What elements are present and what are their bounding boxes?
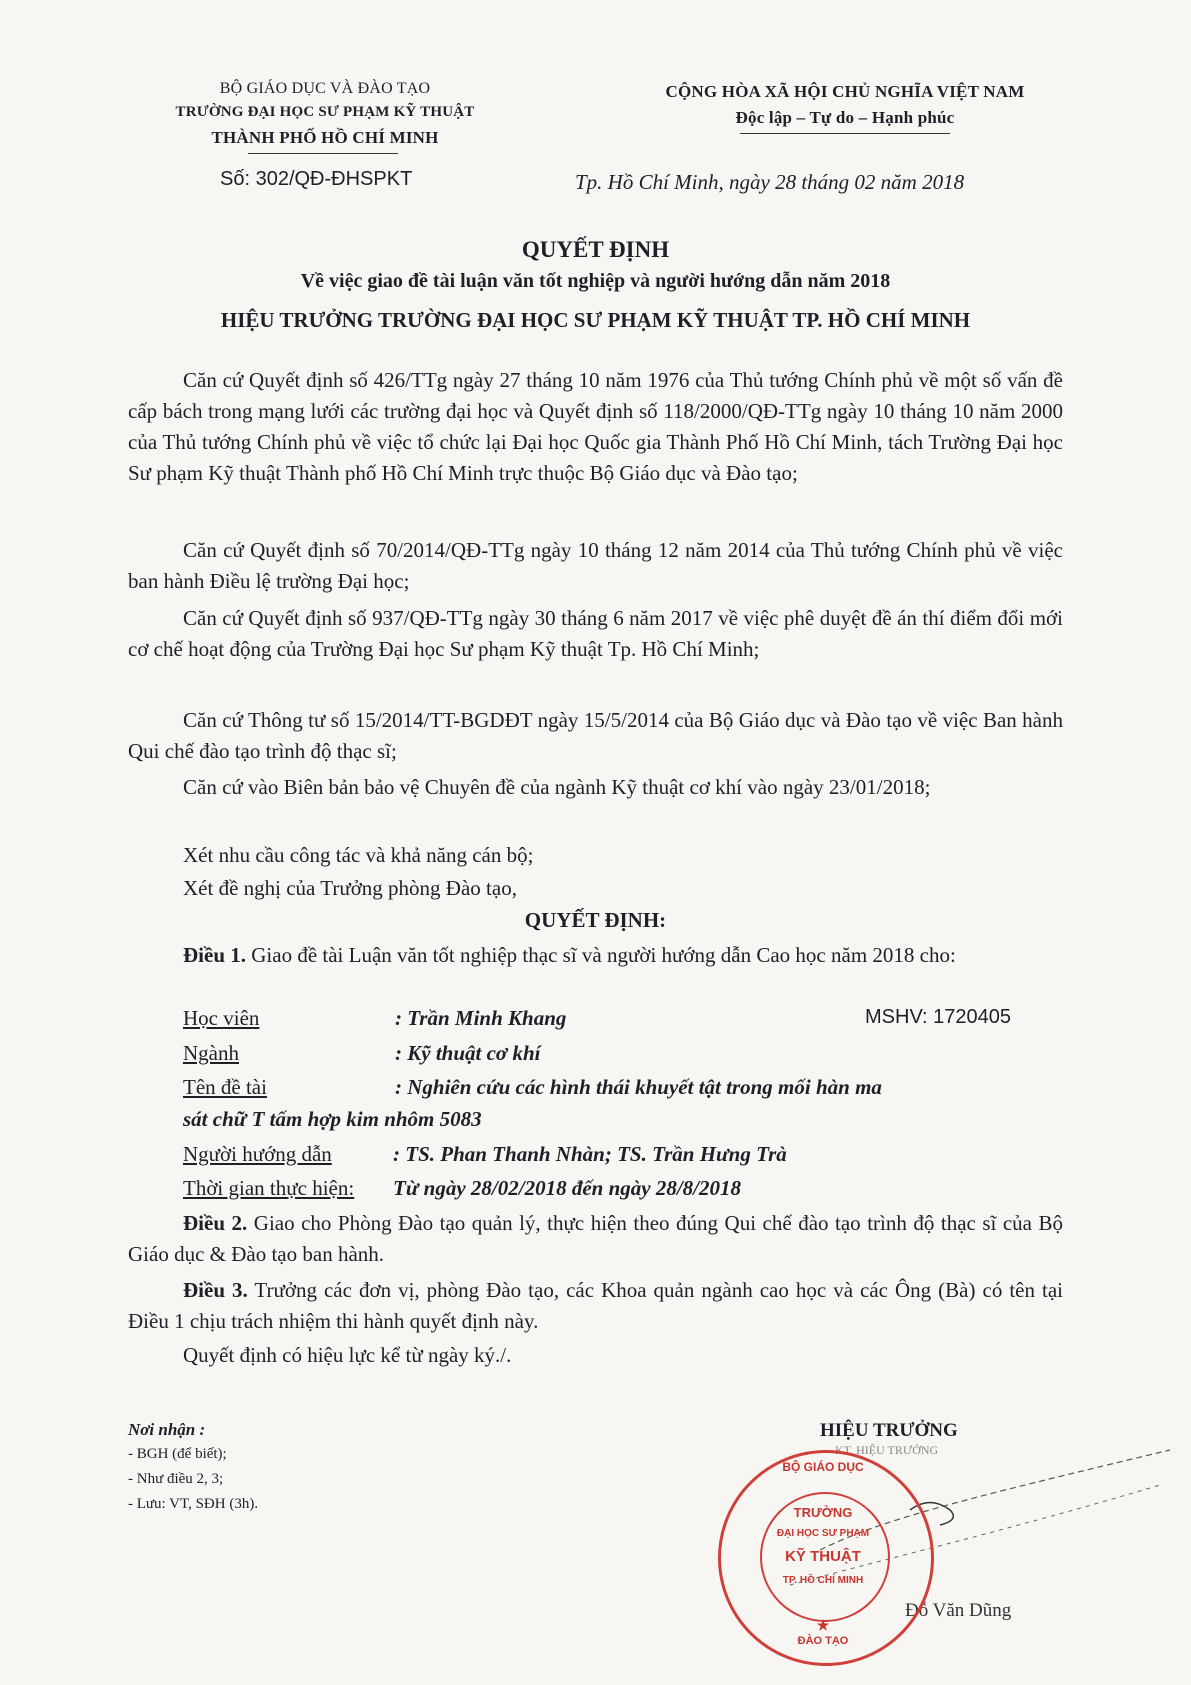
stamp-ring-bottom: ĐÀO TẠO <box>797 1635 849 1647</box>
period-value: Từ ngày 28/02/2018 đến ngày 28/8/2018 <box>393 1176 741 1200</box>
recipient-item: - Lưu: VT, SĐH (3h). <box>128 1496 259 1512</box>
header-right-underline <box>740 133 950 134</box>
stamp-ring-top: BỘ GIÁO DỤC <box>782 1460 864 1474</box>
signature-role: HIỆU TRƯỞNG <box>820 1420 958 1441</box>
article-2-text: Giao cho Phòng Đào tạo quản lý, thực hiện theo đúng Qui chế đào tạo trình độ thạc sĩ của Bộ Giáo dục & Đào tạo ban hành. <box>128 1211 1064 1266</box>
decision-subject: Về việc giao đề tài luận văn tốt nghiệp và người hướng dẫn năm 2018 <box>300 270 891 292</box>
issuing-authority: HIỆU TRƯỞNG TRƯỜNG ĐẠI HỌC SƯ PHẠM KỸ THUẬT TP. HỒ CHÍ MINH <box>220 308 971 332</box>
ministry-name: BỘ GIÁO DỤC VÀ ĐÀO TẠO <box>219 80 431 97</box>
republic-name: CỘNG HÒA XÃ HỘI CHỦ NGHĨA VIỆT NAM <box>665 82 1025 101</box>
header-left-underline <box>248 153 398 154</box>
advisor-value: : TS. Phan Thanh Nhàn; TS. Trần Hưng Trà <box>393 1142 787 1166</box>
article-2 <box>128 1208 1063 1270</box>
national-motto: Độc lập – Tự do – Hạnh phúc <box>735 108 955 127</box>
preamble-paragraph-7: Xét đề nghị của Trưởng phòng Đào tạo, <box>183 876 517 900</box>
recipient-item: - Như điều 2, 3; <box>128 1471 224 1487</box>
signature-deputy-label: KT. HIỆU TRƯỞNG <box>835 1443 939 1457</box>
preamble-paragraph-4: Căn cứ Thông tư số 15/2014/TT-BGDĐT ngày 15/5/2014 của Bộ Giáo dục và Đào tạo về việc Ban hành Qui chế đào tạo trình độ thạc sĩ; <box>128 708 1063 763</box>
stamp-line3: KỸ THUẬT <box>785 1548 861 1565</box>
place-and-date: Tp. Hồ Chí Minh, ngày 28 tháng 02 năm 2018 <box>575 170 965 194</box>
recipient-item: - BGH (để biết); <box>128 1446 227 1462</box>
article-3-label: Điều 3. <box>183 1278 248 1302</box>
decides-heading: QUYẾT ĐỊNH: <box>524 908 667 932</box>
article-3 <box>128 1275 1063 1337</box>
stamp-line1: TRƯỜNG <box>793 1505 853 1520</box>
topic-label: Tên đề tài <box>183 1075 267 1099</box>
topic-value-line2: sát chữ T tấm hợp kim nhôm 5083 <box>183 1107 482 1131</box>
signer-name: Đỗ Văn Dũng <box>905 1600 1012 1621</box>
decision-title: QUYẾT ĐỊNH <box>521 237 670 262</box>
advisor-label: Người hướng dẫn <box>183 1142 332 1166</box>
student-label: Học viên <box>183 1006 260 1030</box>
article-1-label: Điều 1. <box>183 943 246 967</box>
document-number: Số: 302/QĐ-ĐHSPKT <box>220 168 413 190</box>
preamble-paragraph-2: Căn cứ Quyết định số 70/2014/QĐ-TTg ngày 10 tháng 12 năm 2014 của Thủ tướng Chính phủ về việc ban hành Điều lệ trường Đại học; <box>128 538 1063 593</box>
preamble-paragraph-5: Căn cứ vào Biên bản bảo vệ Chuyên đề của ngành Kỹ thuật cơ khí vào ngày 23/01/2018; <box>183 775 931 799</box>
student-name: : Trần Minh Khang <box>395 1006 567 1030</box>
article-3-text: Trưởng các đơn vị, phòng Đào tạo, các Khoa quản ngành cao học và các Ông (Bà) có tên tại Điều 1 chịu trách nhiệm thi hành quyết định này. <box>128 1278 1063 1333</box>
stamp-star-icon: ★ <box>816 1617 830 1633</box>
major-label: Ngành <box>183 1041 239 1065</box>
article-1-text: Giao đề tài Luận văn tốt nghiệp thạc sĩ và người hướng dẫn Cao học năm 2018 cho: <box>251 943 956 967</box>
stamp-line4: TP. HỒ CHÍ MINH <box>782 1575 864 1586</box>
article-1 <box>128 940 1063 971</box>
university-name-line2: THÀNH PHỐ HỒ CHÍ MINH <box>211 128 439 147</box>
preamble-paragraph-6: Xét nhu cầu công tác và khả năng cán bộ; <box>183 843 534 867</box>
university-name-line1: TRƯỜNG ĐẠI HỌC SƯ PHẠM KỸ THUẬT <box>175 104 475 120</box>
student-id: MSHV: 1720405 <box>865 1006 1012 1028</box>
effective-clause: Quyết định có hiệu lực kể từ ngày ký./. <box>183 1343 512 1367</box>
preamble-paragraph-3: Căn cứ Quyết định số 937/QĐ-TTg ngày 30 tháng 6 năm 2017 về việc phê duyệt đề án thí điểm đổi mới cơ chế hoạt động của Trường Đại học Sư phạm Kỹ thuật Tp. Hồ Chí Minh; <box>128 606 1063 661</box>
major-value: : Kỹ thuật cơ khí <box>395 1041 541 1065</box>
topic-value-line1: : Nghiên cứu các hình thái khuyết tật trong mối hàn ma <box>395 1075 882 1099</box>
period-label: Thời gian thực hiện: <box>183 1176 355 1200</box>
recipients-title: Nơi nhận : <box>128 1420 206 1439</box>
article-2-label: Điều 2. <box>183 1211 248 1235</box>
stamp-line2: ĐẠI HỌC SƯ PHẠM <box>776 1528 870 1539</box>
preamble-paragraph-1: Căn cứ Quyết định số 426/TTg ngày 27 tháng 10 năm 1976 của Thủ tướng Chính phủ về một số vấn đề cấp bách trong mạng lưới các trường đại học và Quyết định số 118/2000/QĐ-TTg ngày 10 tháng 10 năm 2000 của Thủ tướng Chính phủ về việc tổ chức lại Đại học Quốc gia Thành Phố Hồ Chí Minh, tách Trường Đại học Sư phạm Kỹ thuật Thành phố Hồ Chí Minh trực thuộc Bộ Giáo dục và Đào tạo; <box>128 368 1063 485</box>
